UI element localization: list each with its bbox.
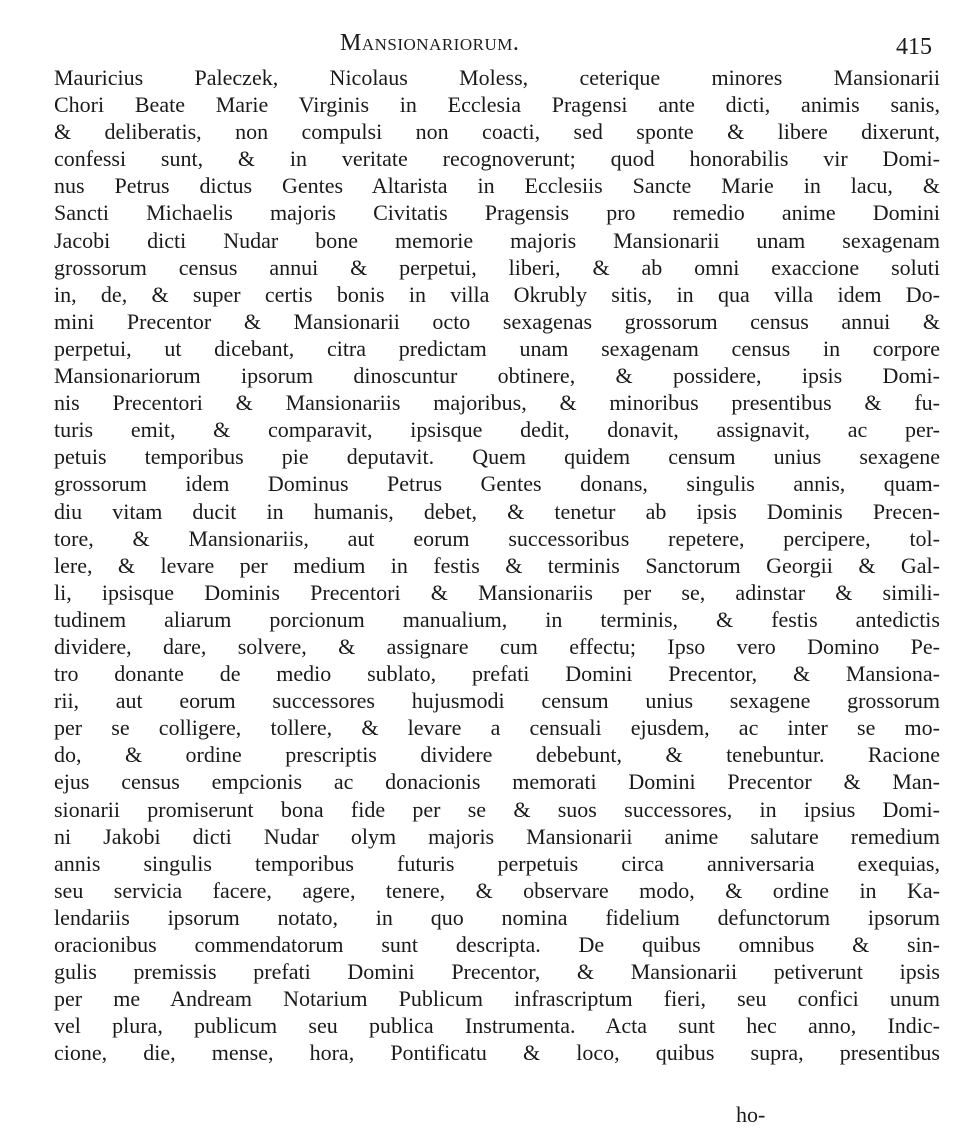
text-line: tudinem aliarum porcionum manualium, in terminis, & festis antedictis	[54, 606, 940, 632]
catchword: ho-	[736, 1102, 766, 1127]
text-line: per me Andream Notarium Publicum infrascriptum fieri, seu confici unum	[54, 986, 940, 1012]
text-line: confessi sunt, & in veritate recognoverunt; quod honorabilis vir Domi-	[54, 146, 940, 172]
text-line: oracionibus commendatorum sunt descripta. De quibus omnibus & sin-	[54, 932, 940, 957]
text-line: annis singulis temporibus futuris perpetuis circa anniversaria exequias,	[54, 850, 940, 876]
text-line: gulis premissis prefati Domini Precentor, & Mansionarii petiverunt ipsis	[54, 959, 940, 985]
text-line: mini Precentor & Mansionarii octo sexagenas grossorum census annui &	[54, 308, 940, 334]
text-line: turis emit, & comparavit, ipsisque dedit, donavit, assignavit, ac per-	[54, 417, 940, 443]
text-line: lere, & levare per medium in festis & terminis Sanctorum Georgii & Gal-	[54, 552, 940, 578]
text-line: tore, & Mansionariis, aut eorum successoribus repetere, percipere, tol-	[54, 525, 940, 551]
text-line: dividere, dare, solvere, & assignare cum effectu; Ipso vero Domino Pe-	[54, 633, 940, 659]
text-line: ejus census empcionis ac donacionis memorati Domini Precentor & Man-	[54, 769, 940, 795]
text-line: li, ipsisque Dominis Precentori & Mansionariis per se, adinstar & simili-	[54, 579, 940, 605]
text-line: vel plura, publicum seu publica Instrumenta. Acta sunt hec anno, Indic-	[54, 1013, 940, 1039]
text-line: Chori Beate Marie Virginis in Ecclesia Pragensi ante dicti, animis sanis,	[54, 92, 940, 118]
text-line: tro donante de medio sublato, prefati Domini Precentor, & Mansiona-	[54, 661, 940, 687]
text-line: nis Precentori & Mansionariis majoribus, & minoribus presentibus & fu-	[54, 390, 940, 416]
text-line: perpetui, ut dicebant, citra predictam unam sexagenam census in corpore	[54, 335, 940, 361]
text-line: & deliberatis, non compulsi non coacti, sed sponte & libere dixerunt,	[54, 119, 940, 145]
text-line: grossorum census annui & perpetui, liberi, & ab omni exaccione soluti	[54, 254, 940, 280]
text-line: grossorum idem Dominus Petrus Gentes donans, singulis annis, quam-	[54, 471, 940, 497]
text-line: cione, die, mense, hora, Pontificatu & loco, quibus supra, presentibus	[54, 1040, 940, 1066]
text-line: Sancti Michaelis majoris Civitatis Pragensis pro remedio anime Domini	[54, 200, 940, 226]
text-line: sionarii promiserunt bona fide per se & suos successores, in ipsius Domi-	[54, 796, 940, 822]
running-title: Mansionariorum.	[340, 30, 520, 56]
text-line: Jacobi dicti Nudar bone memorie majoris Mansionarii unam sexagenam	[54, 227, 940, 253]
text-line: Mauricius Paleczek, Nicolaus Moless, ceterique minores Mansionarii	[54, 65, 940, 90]
body-text	[54, 64, 940, 1066]
text-line: Mansionariorum ipsorum dinoscuntur obtinere, & possidere, ipsis Domi-	[54, 363, 940, 389]
text-line: ni Jakobi dicti Nudar olym majoris Mansionarii anime salutare remedium	[54, 823, 940, 849]
text-line: per se colligere, tollere, & levare a censuali ejusdem, ac inter se mo-	[54, 715, 940, 741]
text-line: nus Petrus dictus Gentes Altarista in Ecclesiis Sancte Marie in lacu, &	[54, 173, 940, 199]
text-line: diu vitam ducit in humanis, debet, & tenetur ab ipsis Dominis Precen-	[54, 498, 940, 524]
text-line: do, & ordine prescriptis dividere debebunt, & tenebuntur. Racione	[54, 742, 940, 768]
text-line: petuis temporibus pie deputavit. Quem quidem censum unius sexagene	[54, 444, 940, 470]
text-line: lendariis ipsorum notato, in quo nomina fidelium defunctorum ipsorum	[54, 904, 940, 930]
text-line: seu servicia facere, agere, tenere, & observare modo, & ordine in Ka-	[54, 877, 940, 903]
text-line: in, de, & super certis bonis in villa Okrubly sitis, in qua villa idem Do-	[54, 281, 940, 307]
page-number: 415	[896, 34, 932, 60]
text-line: rii, aut eorum successores hujusmodi censum unius sexagene grossorum	[54, 688, 940, 714]
